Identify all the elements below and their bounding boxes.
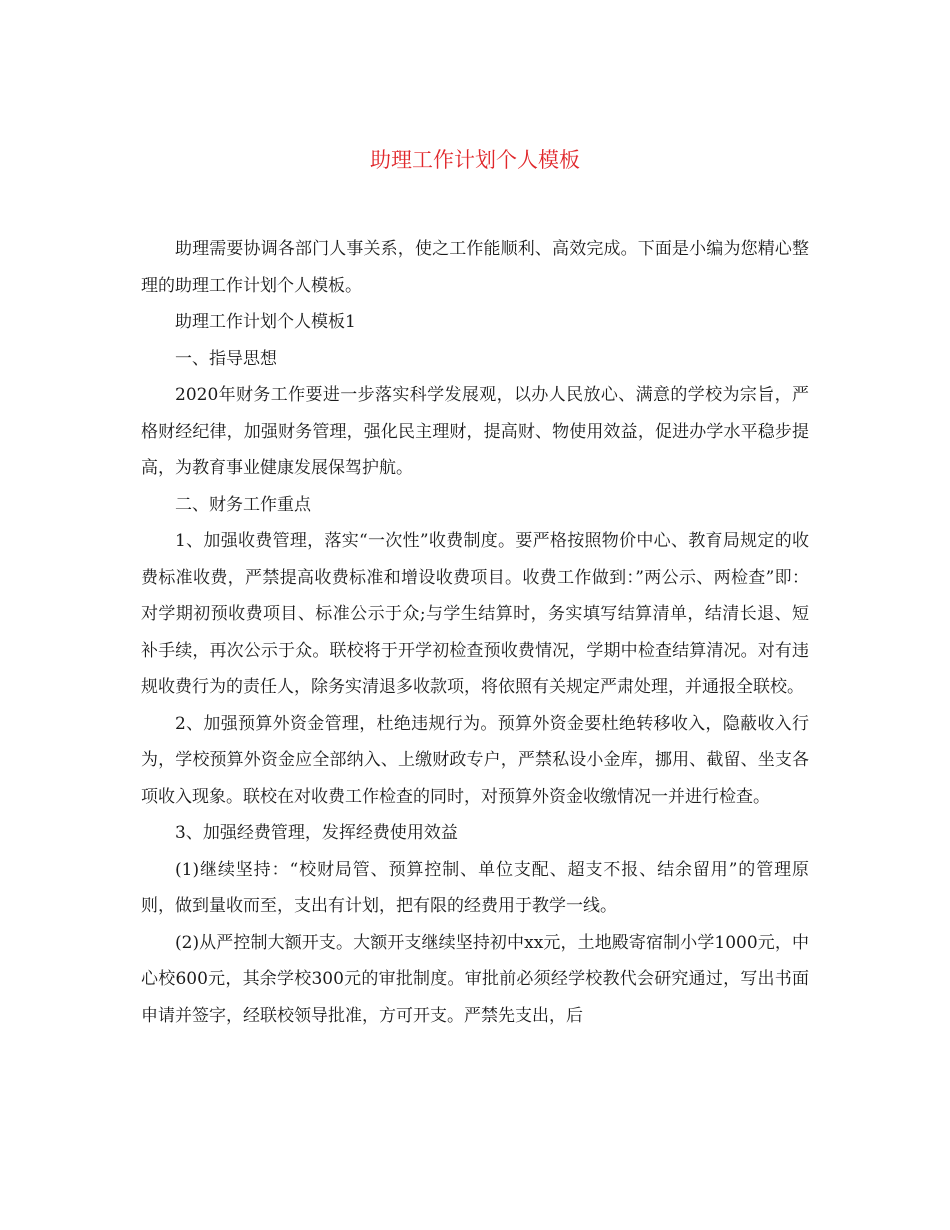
paragraph-extra-budget-funds: 2、加强预算外资金管理，杜绝违规行为。预算外资金要杜绝转移收入，隐蔽收入行为，学校预算外资金应全部纳入、上缴财政专户，严禁私设小金库，挪用、截留、坐支各项收入现象。联校在对收费工作检查的同时，对预算外资金收缴情况一并进行检查。 <box>141 713 809 807</box>
document-body <box>141 231 809 1034</box>
heading-finance-focus: 二、财务工作重点 <box>175 494 311 515</box>
paragraph-fee-management: 1、加强收费管理，落实“一次性”收费制度。要严格按照物价中心、教育局规定的收费标准收费，严禁提高收费标准和增设收费项目。收费工作做到：”两公示、两检查”即：对学期初预收费项目、标准公示于众;与学生结算时，务实填写结算清单，结清长退、短补手续，再次公示于众。联校将于开学初检查预收费情况，学期中检查结算清况。对有违规收费行为的责任人，除务实清退多收款项，将依照有关规定严肃处理，并通报全联校。 <box>141 531 809 697</box>
intro-paragraph: 助理需要协调各部门人事关系，使之工作能顺利、高效完成。下面是小编为您精心整理的助理工作计划个人模板。 <box>141 239 809 296</box>
heading-guiding-thought: 一、指导思想 <box>175 348 277 369</box>
document-title: 助理工作计划个人模板 <box>370 148 580 172</box>
section-heading-template-1: 助理工作计划个人模板1 <box>175 312 356 332</box>
paragraph-principle: (1)继续坚持：“校财局管、预算控制、单位支配、超支不报、结余留用”的管理原则，做到量收而至，支出有计划，把有限的经费用于教学一线。 <box>141 859 809 916</box>
paragraph-large-expenses: (2)从严控制大额开支。大额开支继续坚持初中xx元，土地殿寄宿制小学1000元，中心校600元，其余学校300元的审批制度。审批前必须经学校教代会研究通过，写出书面申请并签字，经联校领导批准，方可开支。严禁先支出，后 <box>141 932 809 1026</box>
heading-expense-management: 3、加强经费管理，发挥经费使用效益 <box>175 823 458 843</box>
paragraph-guiding-thought: 2020年财务工作要进一步落实科学发展观，以办人民放心、满意的学校为宗旨，严格财经纪律，加强财务管理，强化民主理财，提高财、物使用效益，促进办学水平稳步提高，为教育事业健康发展保驾护航。 <box>141 385 809 478</box>
